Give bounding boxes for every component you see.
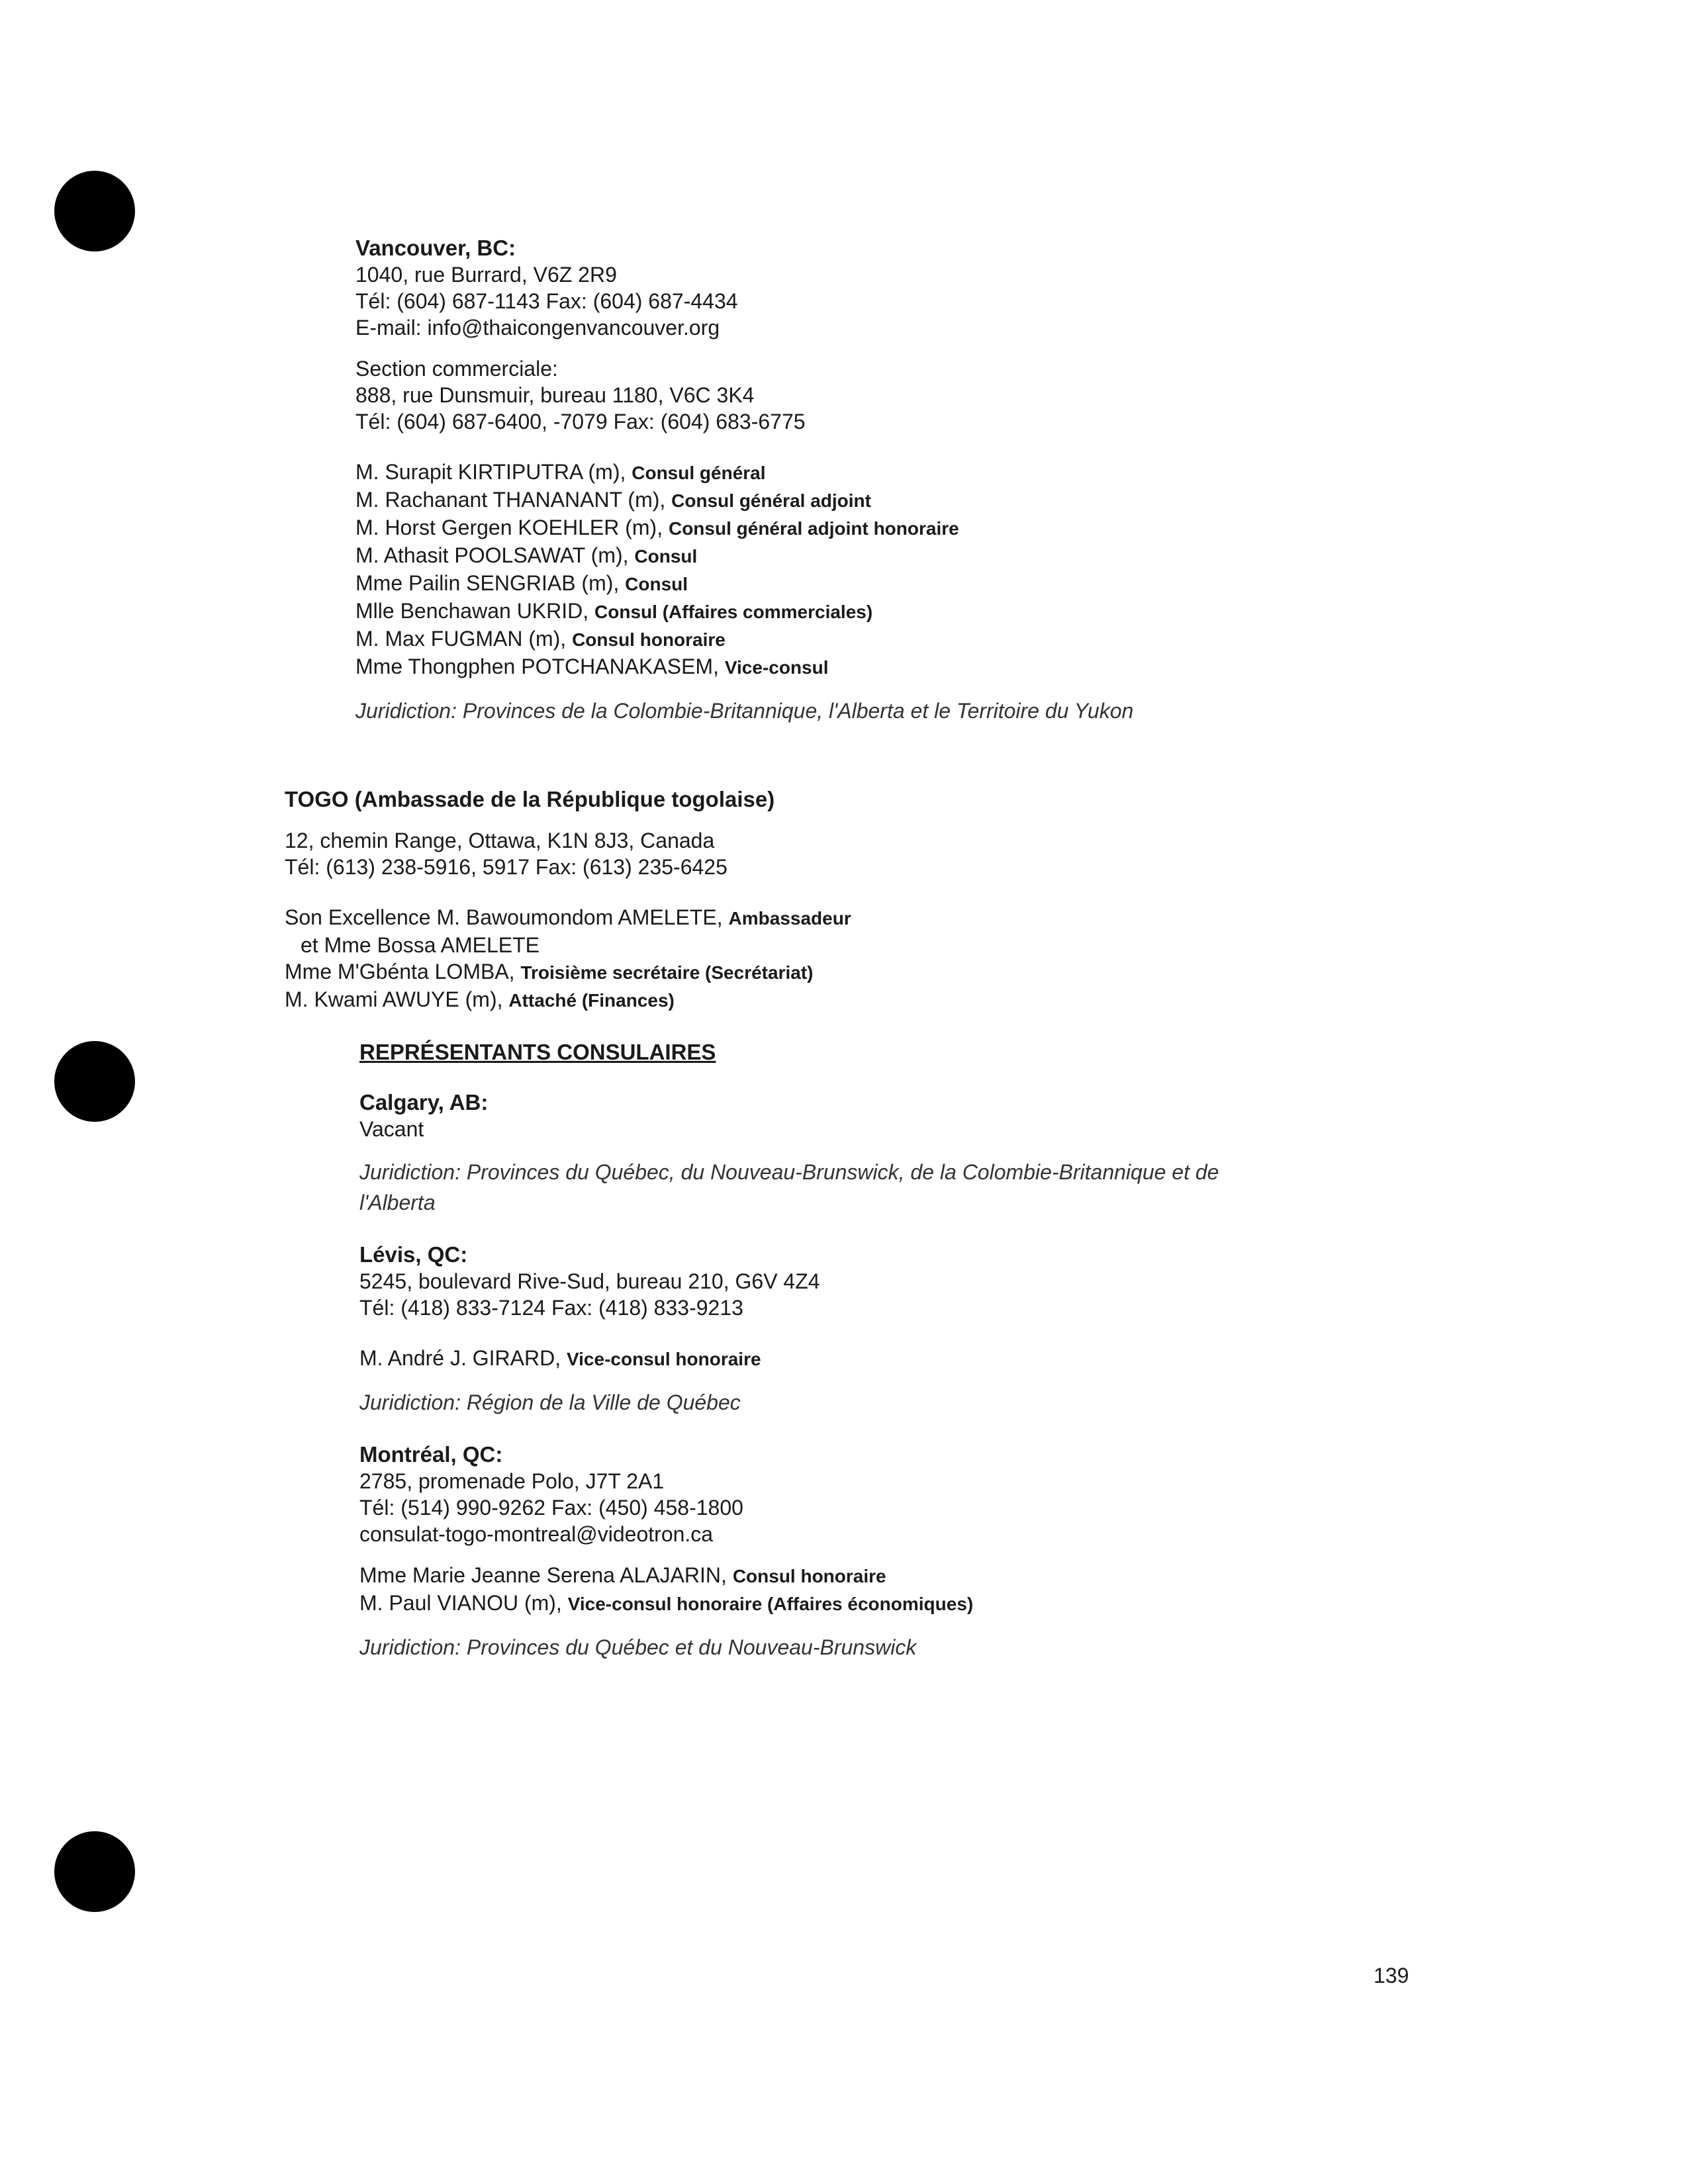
montreal-heading: Montréal, QC: <box>359 1442 503 1467</box>
staff-entry: Son Excellence M. Bawoumondom AMELETE, Ambassadeur <box>285 905 851 929</box>
vancouver-commercial-address: 888, rue Dunsmuir, bureau 1180, V6C 3K4 <box>355 383 755 407</box>
montreal-address: 2785, promenade Polo, J7T 2A1 <box>359 1469 665 1493</box>
togo-section <box>285 786 1410 1014</box>
vancouver-jurisdiction: Juridiction: Provinces de la Colombie-Britannique, l'Alberta et le Territoire du Yukon <box>355 699 1134 723</box>
staff-entry: M. Paul VIANOU (m), Vice-consul honoraire (Affaires économiques) <box>359 1591 974 1615</box>
vancouver-commercial-label: Section commerciale: <box>355 357 558 381</box>
binder-hole-middle <box>54 1041 135 1122</box>
binder-hole-top <box>54 171 135 251</box>
togo-address: 12, chemin Range, Ottawa, K1N 8J3, Canada <box>285 829 715 852</box>
page-number: 139 <box>1374 1964 1409 1987</box>
staff-entry: Mme Pailin SENGRIAB (m), Consul <box>355 571 688 595</box>
staff-entry: M. Horst Gergen KOEHLER (m), Consul général adjoint honoraire <box>355 516 959 539</box>
staff-entry: M. Athasit POOLSAWAT (m), Consul <box>355 543 698 567</box>
binder-hole-bottom <box>54 1831 135 1912</box>
staff-entry: M. Kwami AWUYE (m), Attaché (Finances) <box>285 987 675 1011</box>
levis-address: 5245, boulevard Rive-Sud, bureau 210, G6V 4Z4 <box>359 1269 820 1293</box>
calgary-jurisdiction: Juridiction: Provinces du Québec, du Nouveau-Brunswick, de la Colombie-Britannique et de l'Alberta <box>359 1160 1219 1214</box>
staff-entry: Mme M'Gbénta LOMBA, Troisième secrétaire (Secrétariat) <box>285 960 814 983</box>
consular-section <box>359 1039 1352 1662</box>
staff-entry: Mme Thongphen POTCHANAKASEM, Vice-consul <box>355 655 829 678</box>
calgary-status: Vacant <box>359 1117 424 1141</box>
vancouver-heading: Vancouver, BC: <box>355 236 516 260</box>
montreal-phone: Tél: (514) 990-9262 Fax: (450) 458-1800 <box>359 1496 743 1520</box>
staff-entry: M. André J. GIRARD, Vice-consul honoraire <box>359 1346 761 1370</box>
levis-phone: Tél: (418) 833-7124 Fax: (418) 833-9213 <box>359 1296 743 1320</box>
togo-phone: Tél: (613) 238-5916, 5917 Fax: (613) 235-6425 <box>285 855 727 879</box>
vancouver-phone: Tél: (604) 687-1143 Fax: (604) 687-4434 <box>355 289 738 313</box>
staff-entry: Mme Marie Jeanne Serena ALAJARIN, Consul honoraire <box>359 1563 886 1587</box>
staff-entry: M. Max FUGMAN (m), Consul honoraire <box>355 627 726 651</box>
vancouver-section <box>355 235 1348 726</box>
calgary-heading: Calgary, AB: <box>359 1090 489 1115</box>
vancouver-commercial-phone: Tél: (604) 687-6400, -7079 Fax: (604) 683-6775 <box>355 410 806 433</box>
staff-entry: et Mme Bossa AMELETE <box>301 933 540 957</box>
levis-jurisdiction: Juridiction: Région de la Ville de Québec <box>359 1390 741 1414</box>
staff-entry: M. Surapit KIRTIPUTRA (m), Consul général <box>355 460 766 484</box>
togo-heading: TOGO (Ambassade de la République togolaise) <box>285 787 775 811</box>
vancouver-email: E-mail: info@thaicongenvancouver.org <box>355 316 720 340</box>
consular-section-title: REPRÉSENTANTS CONSULAIRES <box>359 1040 716 1064</box>
vancouver-address: 1040, rue Burrard, V6Z 2R9 <box>355 263 617 287</box>
staff-entry: M. Rachanant THANANANT (m), Consul général adjoint <box>355 488 871 512</box>
montreal-jurisdiction: Juridiction: Provinces du Québec et du Nouveau-Brunswick <box>359 1635 917 1659</box>
montreal-email: consulat-togo-montreal@videotron.ca <box>359 1522 714 1546</box>
levis-heading: Lévis, QC: <box>359 1242 468 1267</box>
staff-entry: Mlle Benchawan UKRID, Consul (Affaires commerciales) <box>355 599 873 623</box>
